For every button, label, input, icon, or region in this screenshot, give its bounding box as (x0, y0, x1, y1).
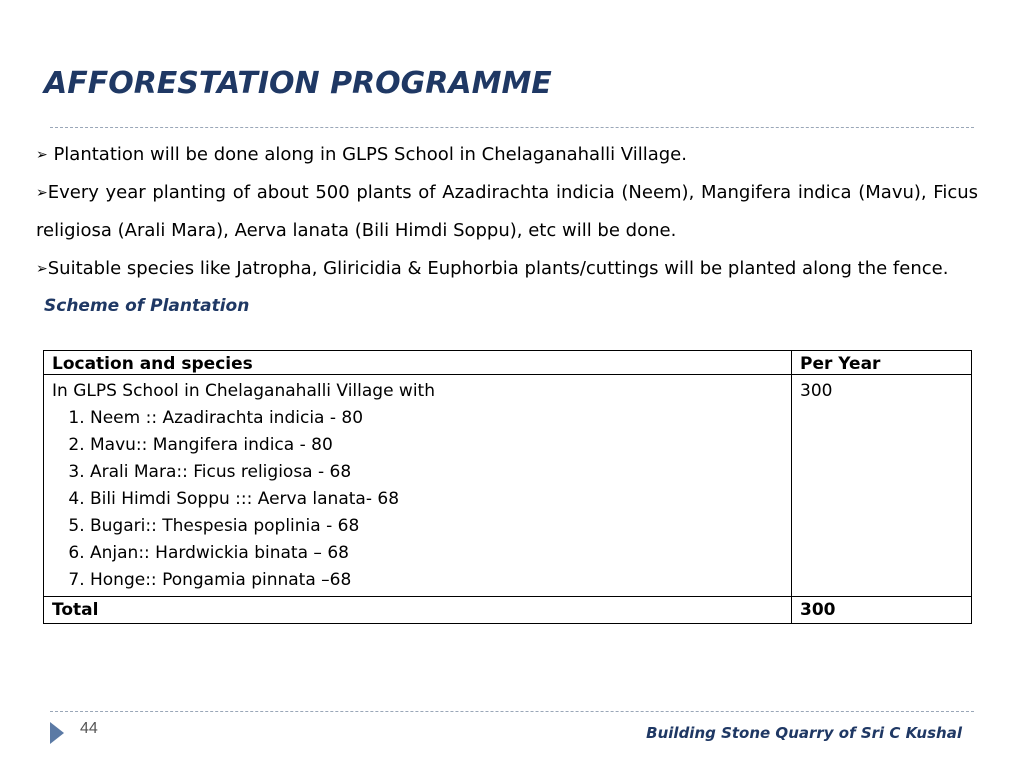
total-label: Total (44, 597, 792, 624)
bullet-item: ➢Suitable species like Jatropha, Gliricidia & Euphorbia plants/cuttings will be planted along the fence. (36, 250, 978, 288)
species-item: 4. Bili Himdi Soppu ::: Aerva lanata- 68 (90, 486, 783, 513)
table-total-row (44, 597, 972, 624)
bullet-item: ➢Every year planting of about 500 plants of Azadirachta indicia (Neem), Mangifera indica (Mavu), Ficus religiosa (Arali Mara), Aerva lanata (Bili Himdi Soppu), etc will be done. (36, 174, 978, 250)
footer-text: Building Stone Quarry of Sri C Kushal (646, 724, 962, 742)
species-item: 3. Arali Mara:: Ficus religiosa - 68 (90, 459, 783, 486)
plantation-table (43, 350, 972, 624)
arrow-bullet-icon: ➢ (36, 147, 48, 163)
triangle-marker-icon (50, 722, 64, 744)
arrow-bullet-icon: ➢ (36, 261, 48, 277)
total-value: 300 (792, 597, 972, 624)
table-subtitle: Scheme of Plantation (44, 296, 250, 316)
table-row (44, 375, 972, 597)
location-cell (44, 375, 792, 597)
per-year-value: 300 (792, 375, 972, 597)
species-item: 2. Mavu:: Mangifera indica - 80 (90, 432, 783, 459)
header-per-year: Per Year (792, 351, 972, 375)
bottom-divider (50, 711, 974, 712)
species-item: 5. Bugari:: Thespesia poplinia - 68 (90, 513, 783, 540)
header-location: Location and species (44, 351, 792, 375)
species-item: 7. Honge:: Pongamia pinnata –68 (90, 567, 783, 594)
bullet-list (36, 136, 978, 288)
slide-title: AFFORESTATION PROGRAMME (44, 66, 552, 101)
bullet-item: ➢ Plantation will be done along in GLPS School in Chelaganahalli Village. (36, 136, 978, 174)
species-item: 1. Neem :: Azadirachta indicia - 80 (90, 405, 783, 432)
page-number: 44 (80, 720, 98, 737)
arrow-bullet-icon: ➢ (36, 185, 48, 201)
species-list (52, 405, 783, 594)
table-header-row (44, 351, 972, 375)
location-intro: In GLPS School in Chelaganahalli Village with (52, 381, 435, 401)
top-divider (50, 127, 974, 128)
species-item: 6. Anjan:: Hardwickia binata – 68 (90, 540, 783, 567)
